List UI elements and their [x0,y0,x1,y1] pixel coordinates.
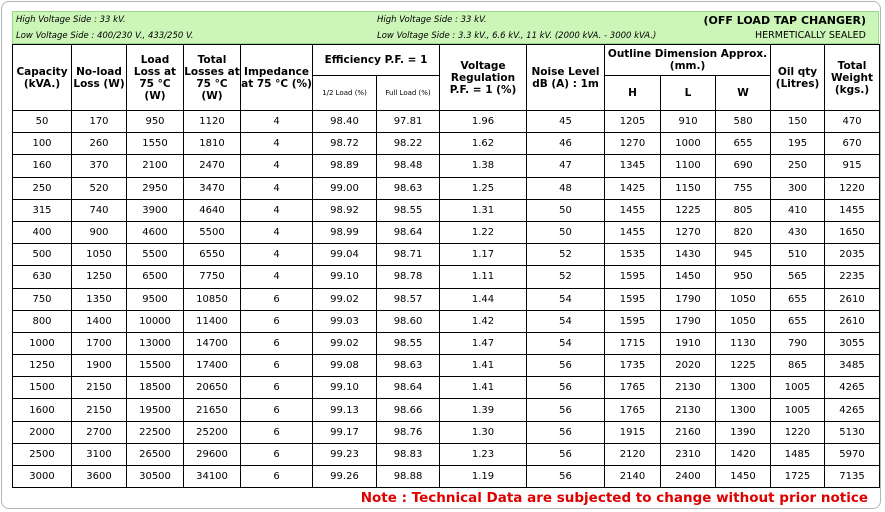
table-cell: 1765 [605,377,661,399]
table-cell: 1150 [661,177,716,199]
table-cell: 99.26 [313,466,377,488]
table-cell: 1205 [605,111,661,133]
table-cell: 1485 [771,443,825,465]
table-cell: 10000 [127,310,184,332]
table-cell: 1005 [771,399,825,421]
table-cell: 655 [771,288,825,310]
table-cell: 1430 [661,244,716,266]
table-cell: 170 [72,111,127,133]
col-eff-full: Full Load (%) [377,76,440,111]
table-cell: 300 [771,177,825,199]
table-cell: 20650 [184,377,241,399]
table-cell: 565 [771,266,825,288]
table-cell: 750 [13,288,72,310]
table-cell: 2610 [825,310,880,332]
table-cell: 15500 [127,355,184,377]
table-cell: 630 [13,266,72,288]
table-cell: 1225 [716,355,771,377]
hv-right-text: High Voltage Side : 33 kV. [377,15,487,25]
table-cell: 56 [527,443,605,465]
table-cell: 740 [72,199,127,221]
table-cell: 1790 [661,288,716,310]
table-cell: 1500 [13,377,72,399]
table-row [13,266,880,288]
table-cell: 99.08 [313,355,377,377]
hv-left-text: High Voltage Side : 33 kV. [16,15,126,25]
table-row [13,355,880,377]
table-cell: 11400 [184,310,241,332]
table-cell: 1050 [716,288,771,310]
col-regulation: Voltage Regulation P.F. = 1 (%) [440,45,527,111]
table-cell: 4640 [184,199,241,221]
table-cell: 915 [825,155,880,177]
table-cell: 1.62 [440,133,527,155]
table-cell: 48 [527,177,605,199]
col-eff-half: 1/2 Load (%) [313,76,377,111]
table-cell: 1.11 [440,266,527,288]
table-cell: 950 [127,111,184,133]
table-cell: 1100 [661,155,716,177]
table-cell: 655 [771,310,825,332]
table-cell: 2950 [127,177,184,199]
table-cell: 250 [13,177,72,199]
table-cell: 1900 [72,355,127,377]
table-cell: 1455 [605,221,661,243]
table-cell: 4 [241,133,313,155]
table-cell: 50 [13,111,72,133]
table-cell: 99.02 [313,332,377,354]
table-cell: 195 [771,133,825,155]
table-cell: 18500 [127,377,184,399]
table-cell: 98.99 [313,221,377,243]
table-cell: 98.83 [377,443,440,465]
table-cell: 1735 [605,355,661,377]
table-cell: 99.03 [313,310,377,332]
table-cell: 99.23 [313,443,377,465]
table-cell: 26500 [127,443,184,465]
table-cell: 1450 [716,466,771,488]
table-row [13,288,880,310]
table-cell: 1650 [825,221,880,243]
table-cell: 98.78 [377,266,440,288]
table-cell: 98.64 [377,377,440,399]
table-cell: 97.81 [377,111,440,133]
table-cell: 6 [241,421,313,443]
table-cell: 4 [241,221,313,243]
table-cell: 2035 [825,244,880,266]
table-cell: 45 [527,111,605,133]
spec-table-body [13,111,880,488]
table-cell: 2700 [72,421,127,443]
table-cell: 1.30 [440,421,527,443]
spec-sheet-frame [1,1,881,509]
table-row [13,466,880,488]
table-cell: 655 [716,133,771,155]
table-cell: 99.02 [313,288,377,310]
table-cell: 4 [241,199,313,221]
table-cell: 56 [527,466,605,488]
table-cell: 910 [661,111,716,133]
table-cell: 260 [72,133,127,155]
table-cell: 98.76 [377,421,440,443]
table-cell: 1.19 [440,466,527,488]
table-cell: 4265 [825,399,880,421]
table-cell: 6 [241,443,313,465]
col-impedance: Impedance at 75 °C (%) [241,45,313,111]
table-cell: 1455 [605,199,661,221]
table-row [13,332,880,354]
table-cell: 1910 [661,332,716,354]
table-cell: 1005 [771,377,825,399]
table-cell: 1450 [661,266,716,288]
table-cell: 98.55 [377,199,440,221]
table-cell: 1.39 [440,399,527,421]
table-cell: 98.48 [377,155,440,177]
table-cell: 17400 [184,355,241,377]
table-row [13,244,880,266]
table-cell: 1.23 [440,443,527,465]
table-cell: 99.10 [313,377,377,399]
table-cell: 580 [716,111,771,133]
table-cell: 9500 [127,288,184,310]
table-cell: 10850 [184,288,241,310]
table-cell: 1595 [605,310,661,332]
table-cell: 1550 [127,133,184,155]
table-cell: 6 [241,310,313,332]
table-cell: 805 [716,199,771,221]
table-row [13,399,880,421]
table-cell: 2020 [661,355,716,377]
table-cell: 1.38 [440,155,527,177]
table-cell: 1220 [825,177,880,199]
table-cell: 865 [771,355,825,377]
table-cell: 1.17 [440,244,527,266]
table-cell: 98.55 [377,332,440,354]
table-cell: 2500 [13,443,72,465]
table-cell: 1250 [72,266,127,288]
table-row [13,377,880,399]
table-cell: 1700 [72,332,127,354]
table-cell: 25200 [184,421,241,443]
table-cell: 2470 [184,155,241,177]
table-cell: 1420 [716,443,771,465]
table-cell: 250 [771,155,825,177]
table-cell: 2400 [661,466,716,488]
table-cell: 1.42 [440,310,527,332]
table-cell: 3600 [72,466,127,488]
table-cell: 1345 [605,155,661,177]
table-cell: 2000 [13,421,72,443]
table-cell: 29600 [184,443,241,465]
table-cell: 410 [771,199,825,221]
table-cell: 2140 [605,466,661,488]
table-cell: 500 [13,244,72,266]
col-total-losses: Total Losses at 75 °C (W) [184,45,241,111]
table-cell: 1.47 [440,332,527,354]
table-cell: 6500 [127,266,184,288]
table-cell: 2100 [127,155,184,177]
col-noload-loss: No-load Loss (W) [72,45,127,111]
table-cell: 690 [716,155,771,177]
col-oil: Oil qty (Litres) [771,45,825,111]
table-cell: 22500 [127,421,184,443]
table-cell: 56 [527,377,605,399]
table-cell: 6 [241,288,313,310]
table-cell: 1250 [13,355,72,377]
table-cell: 1915 [605,421,661,443]
table-cell: 54 [527,288,605,310]
table-cell: 5970 [825,443,880,465]
table-cell: 4 [241,177,313,199]
table-cell: 1.41 [440,355,527,377]
table-cell: 1120 [184,111,241,133]
table-cell: 1725 [771,466,825,488]
table-cell: 6550 [184,244,241,266]
sealed-subtitle: HERMETICALLY SEALED [755,30,866,41]
spec-table [12,44,880,488]
table-cell: 1425 [605,177,661,199]
table-row [13,177,880,199]
table-cell: 1220 [771,421,825,443]
table-cell: 2130 [661,399,716,421]
table-cell: 1.96 [440,111,527,133]
table-cell: 4 [241,266,313,288]
table-cell: 790 [771,332,825,354]
table-cell: 1350 [72,288,127,310]
table-cell: 470 [825,111,880,133]
table-row [13,155,880,177]
table-cell: 56 [527,355,605,377]
table-cell: 1400 [72,310,127,332]
table-cell: 99.17 [313,421,377,443]
table-row [13,199,880,221]
table-cell: 1050 [72,244,127,266]
table-cell: 1600 [13,399,72,421]
table-cell: 99.13 [313,399,377,421]
table-cell: 800 [13,310,72,332]
table-cell: 5500 [127,244,184,266]
col-dim-w: W [716,76,771,111]
table-cell: 1535 [605,244,661,266]
table-cell: 1390 [716,421,771,443]
table-cell: 4600 [127,221,184,243]
table-cell: 5130 [825,421,880,443]
table-cell: 1595 [605,288,661,310]
col-dimension: Outline Dimension Approx. (mm.) [605,45,771,76]
table-cell: 19500 [127,399,184,421]
table-cell: 7750 [184,266,241,288]
tap-changer-title: (OFF LOAD TAP CHANGER) [703,14,866,27]
table-cell: 900 [72,221,127,243]
table-cell: 1810 [184,133,241,155]
table-cell: 670 [825,133,880,155]
table-cell: 3000 [13,466,72,488]
table-cell: 1455 [825,199,880,221]
table-cell: 1300 [716,377,771,399]
table-cell: 820 [716,221,771,243]
col-dim-h: H [605,76,661,111]
table-cell: 14700 [184,332,241,354]
voltage-info-bar [12,11,879,44]
table-cell: 3100 [72,443,127,465]
table-cell: 400 [13,221,72,243]
table-cell: 160 [13,155,72,177]
table-cell: 1000 [13,332,72,354]
table-cell: 2120 [605,443,661,465]
table-cell: 46 [527,133,605,155]
table-row [13,421,880,443]
table-cell: 5500 [184,221,241,243]
table-cell: 98.63 [377,355,440,377]
table-cell: 52 [527,266,605,288]
table-cell: 150 [771,111,825,133]
table-cell: 6 [241,399,313,421]
table-cell: 98.60 [377,310,440,332]
table-cell: 54 [527,332,605,354]
table-cell: 100 [13,133,72,155]
table-cell: 2235 [825,266,880,288]
table-cell: 945 [716,244,771,266]
table-cell: 520 [72,177,127,199]
table-cell: 1270 [661,221,716,243]
table-row [13,310,880,332]
col-weight: Total Weight (kgs.) [825,45,880,111]
table-cell: 2310 [661,443,716,465]
table-cell: 1050 [716,310,771,332]
table-cell: 2150 [72,377,127,399]
table-cell: 56 [527,421,605,443]
table-cell: 4 [241,244,313,266]
table-cell: 1765 [605,399,661,421]
table-cell: 1.25 [440,177,527,199]
table-cell: 2150 [72,399,127,421]
col-efficiency: Efficiency P.F. = 1 [313,45,440,76]
table-cell: 510 [771,244,825,266]
table-cell: 98.22 [377,133,440,155]
table-cell: 1.22 [440,221,527,243]
col-load-loss: Load Loss at 75 °C (W) [127,45,184,111]
col-capacity: Capacity (kVA.) [13,45,72,111]
table-cell: 50 [527,221,605,243]
table-cell: 6 [241,466,313,488]
table-row [13,111,880,133]
table-cell: 30500 [127,466,184,488]
table-cell: 1270 [605,133,661,155]
table-cell: 3485 [825,355,880,377]
table-cell: 755 [716,177,771,199]
table-row [13,221,880,243]
table-cell: 1715 [605,332,661,354]
table-cell: 54 [527,310,605,332]
table-cell: 6 [241,332,313,354]
table-cell: 1595 [605,266,661,288]
table-cell: 99.10 [313,266,377,288]
table-cell: 47 [527,155,605,177]
table-row [13,133,880,155]
table-cell: 98.71 [377,244,440,266]
table-cell: 1000 [661,133,716,155]
table-cell: 98.89 [313,155,377,177]
table-cell: 6 [241,377,313,399]
table-cell: 99.00 [313,177,377,199]
table-cell: 1.44 [440,288,527,310]
table-cell: 98.40 [313,111,377,133]
table-cell: 56 [527,399,605,421]
table-cell: 1.31 [440,199,527,221]
table-cell: 950 [716,266,771,288]
table-cell: 50 [527,199,605,221]
table-cell: 98.88 [377,466,440,488]
table-cell: 98.72 [313,133,377,155]
table-cell: 13000 [127,332,184,354]
lv-left-text: Low Voltage Side : 400/230 V., 433/250 V. [16,31,194,41]
table-cell: 4 [241,155,313,177]
table-cell: 52 [527,244,605,266]
table-cell: 34100 [184,466,241,488]
table-cell: 3470 [184,177,241,199]
table-cell: 370 [72,155,127,177]
table-cell: 1790 [661,310,716,332]
table-cell: 1225 [661,199,716,221]
table-cell: 2160 [661,421,716,443]
col-noise: Noise Level dB (A) : 1m [527,45,605,111]
table-cell: 315 [13,199,72,221]
table-cell: 99.04 [313,244,377,266]
table-cell: 4 [241,111,313,133]
table-row [13,443,880,465]
table-cell: 1.41 [440,377,527,399]
table-cell: 21650 [184,399,241,421]
table-cell: 98.64 [377,221,440,243]
table-cell: 98.63 [377,177,440,199]
table-cell: 7135 [825,466,880,488]
table-cell: 6 [241,355,313,377]
table-cell: 2610 [825,288,880,310]
table-cell: 3900 [127,199,184,221]
table-cell: 2130 [661,377,716,399]
lv-right-text: Low Voltage Side : 3.3 kV., 6.6 kV., 11 kV. (2000 kVA. - 3000 kVA.) [377,31,657,41]
disclaimer-note: Note : Technical Data are subjected to change without prior notice [360,490,868,506]
table-cell: 1130 [716,332,771,354]
table-cell: 98.66 [377,399,440,421]
table-cell: 1300 [716,399,771,421]
table-cell: 430 [771,221,825,243]
col-dim-l: L [661,76,716,111]
table-cell: 98.92 [313,199,377,221]
table-cell: 3055 [825,332,880,354]
table-cell: 98.57 [377,288,440,310]
table-cell: 4265 [825,377,880,399]
